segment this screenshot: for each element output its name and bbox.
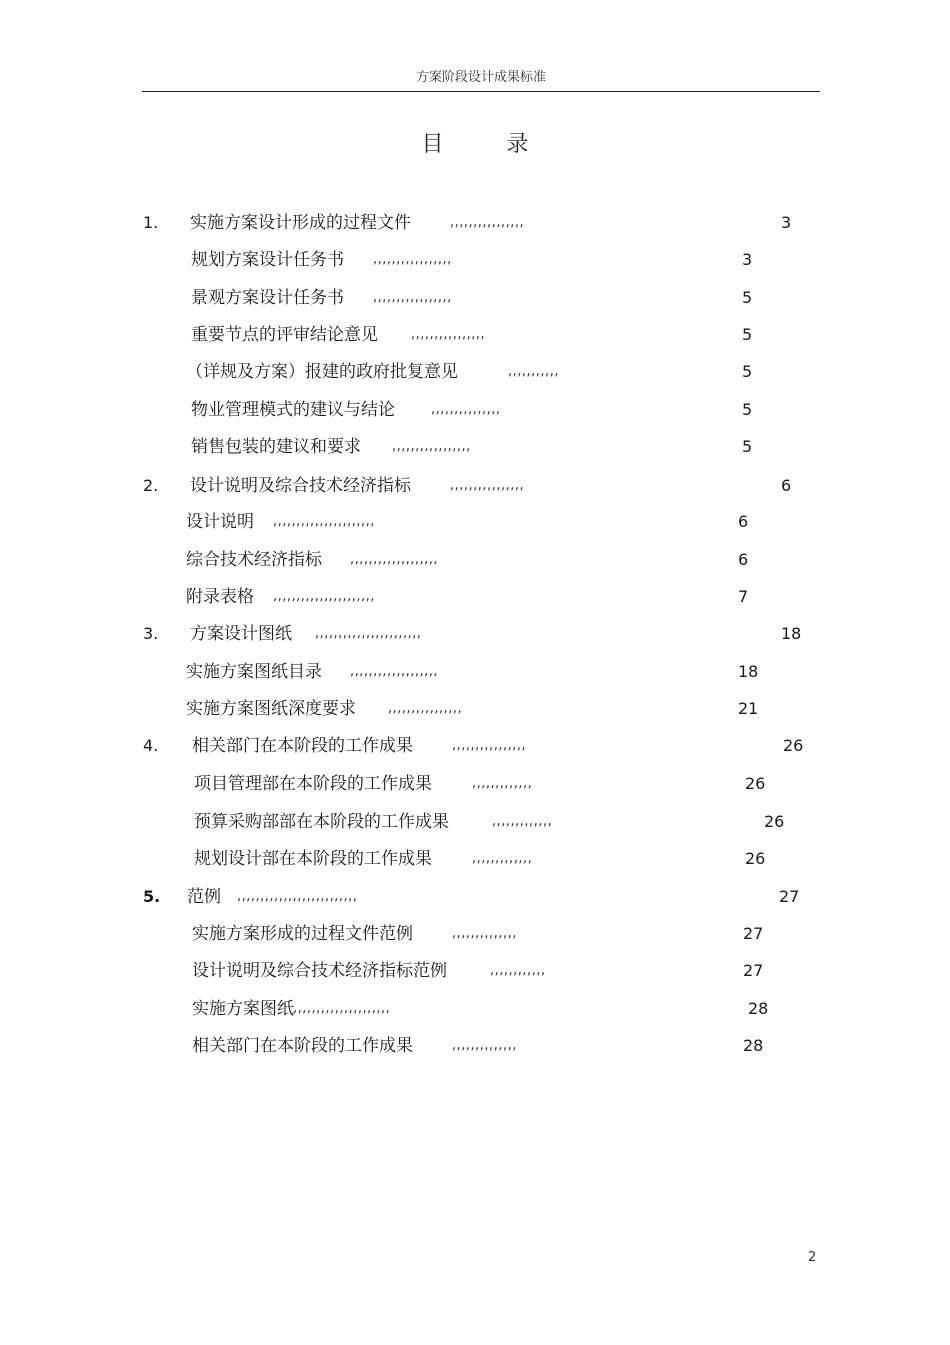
toc-leader-dots: ,,,,,,,,,,, (508, 364, 559, 379)
toc-entry-page: 5 (742, 288, 753, 307)
toc-entry-label: 综合技术经济指标 (186, 550, 322, 570)
toc-entry-label: 附录表格 (186, 587, 254, 607)
toc-entry-page: 26 (745, 849, 766, 868)
toc-leader-dots: ,,,,,,,,,,,, (490, 963, 546, 978)
toc-entry-page: 26 (764, 812, 785, 831)
toc-entry-page: 26 (745, 774, 766, 793)
toc-entry-label: 设计说明及综合技术经济指标范例 (192, 961, 447, 981)
toc-entry-label: 规划方案设计任务书 (191, 250, 344, 270)
toc-entry-label: 预算采购部部在本阶段的工作成果 (194, 812, 449, 832)
toc-entry-page: 6 (781, 476, 792, 495)
toc-entry-page: 27 (743, 961, 764, 980)
page-number: 2 (808, 1250, 817, 1265)
toc-entry-page: 7 (738, 587, 749, 606)
toc-entry-page: 5 (742, 325, 753, 344)
running-header: 方案阶段设计成果标准 (415, 70, 546, 85)
toc-entry-label: 相关部门在本阶段的工作成果 (192, 1036, 413, 1056)
toc-entry-label: 实施方案图纸 (192, 999, 294, 1019)
toc-entry-page: 5 (742, 437, 753, 456)
toc-entry-page: 6 (738, 550, 749, 569)
toc-entry-page: 3 (781, 213, 792, 232)
toc-entry-label: 设计说明 (186, 512, 254, 532)
toc-entry-page: 18 (781, 624, 802, 643)
toc-entry-label: 销售包装的建议和要求 (191, 437, 361, 457)
toc-leader-dots: ,,,,,,,,,,,,,,,, (452, 738, 527, 753)
toc-entry-label: 设计说明及综合技术经济指标 (190, 476, 411, 496)
toc-leader-dots: ,,,,,,,,,,,,,,,,,,,,,,,,,, (237, 889, 358, 904)
toc-entry-label: 物业管理模式的建议与结论 (191, 400, 395, 420)
toc-entry-label: 相关部门在本阶段的工作成果 (192, 736, 413, 756)
toc-leader-dots: ,,,,,,,,,,,,,,,, (388, 701, 463, 716)
toc-entry-label: 实施方案设计形成的过程文件 (190, 213, 411, 233)
toc-leader-dots: ,,,,,,,,,,,,,,,,, (373, 252, 452, 267)
toc-leader-dots: ,,,,,,,,,,,,,,,,,,,,,, (273, 514, 375, 529)
toc-entry-number: 5. (143, 887, 161, 906)
toc-entry-label: 规划设计部在本阶段的工作成果 (194, 849, 432, 869)
toc-leader-dots: ,,,,,,,,,,,,,,,,,,,,,,, (315, 626, 422, 641)
toc-entry-page: 3 (742, 250, 753, 269)
toc-leader-dots: ,,,,,,,,,,,,,,,,,,,,,, (273, 589, 375, 604)
toc-entry-label: 实施方案图纸目录 (186, 662, 322, 682)
toc-leader-dots: ,,,,,,,,,,,,,,,,, (373, 290, 452, 305)
toc-title: 目 录 (421, 132, 557, 157)
toc-leader-dots: ,,,,,,,,,,,,,,,,,,, (350, 664, 439, 679)
toc-entry-page: 18 (738, 662, 759, 681)
toc-entry-page: 28 (748, 999, 769, 1018)
toc-leader-dots: ,,,,,,,,,,,,, (472, 776, 533, 791)
header-divider (142, 91, 820, 92)
toc-leader-dots: ,,,,,,,,,,,,,,,, (411, 327, 486, 342)
toc-entry-label: （详规及方案）报建的政府批复意见 (186, 362, 458, 382)
toc-entry-page: 21 (738, 699, 759, 718)
toc-entry-number: 2. (143, 476, 159, 495)
toc-leader-dots: ,,,,,,,,,,,,,,,,, (392, 439, 471, 454)
toc-entry-page: 27 (743, 924, 764, 943)
toc-leader-dots: ,,,,,,,,,,,,,,,,,,,,, (293, 1001, 391, 1016)
toc-leader-dots: ,,,,,,,,,,,,,,,, (450, 478, 525, 493)
toc-leader-dots: ,,,,,,,,,,,,,,,,,,, (350, 552, 439, 567)
toc-leader-dots: ,,,,,,,,,,,,,, (452, 926, 517, 941)
toc-entry-number: 3. (143, 624, 159, 643)
toc-entry-page: 26 (783, 736, 804, 755)
toc-entry-label: 实施方案形成的过程文件范例 (192, 924, 413, 944)
toc-entry-page: 6 (738, 512, 749, 531)
toc-leader-dots: ,,,,,,,,,,,,, (472, 851, 533, 866)
toc-entry-number: 1. (143, 213, 159, 232)
toc-entry-page: 5 (742, 362, 753, 381)
toc-entry-page: 28 (743, 1036, 764, 1055)
toc-leader-dots: ,,,,,,,,,,,,,,,, (450, 215, 525, 230)
toc-entry-label: 项目管理部在本阶段的工作成果 (194, 774, 432, 794)
toc-entry-page: 27 (779, 887, 800, 906)
toc-leader-dots: ,,,,,,,,,,,,,,, (431, 402, 501, 417)
toc-entry-label: 重要节点的评审结论意见 (191, 325, 378, 345)
toc-entry-label: 方案设计图纸 (190, 624, 292, 644)
toc-entry-label: 景观方案设计任务书 (191, 288, 344, 308)
toc-entry-number: 4. (143, 736, 159, 755)
toc-entry-label: 范例 (187, 887, 221, 907)
toc-entry-page: 5 (742, 400, 753, 419)
toc-entry-label: 实施方案图纸深度要求 (186, 699, 356, 719)
toc-leader-dots: ,,,,,,,,,,,,,, (452, 1038, 517, 1053)
toc-leader-dots: ,,,,,,,,,,,,, (492, 814, 553, 829)
